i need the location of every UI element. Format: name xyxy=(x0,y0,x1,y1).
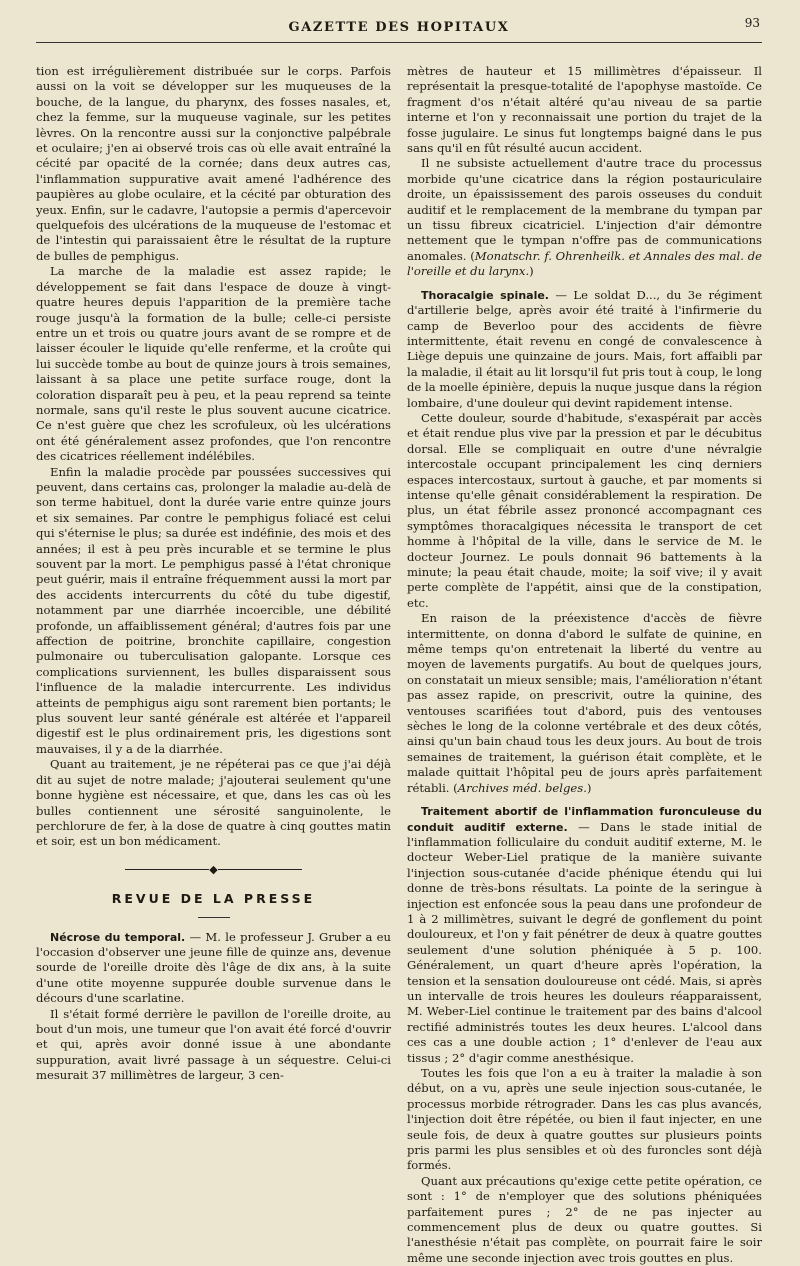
paragraph: Quant aux précautions qu'exige cette petite opération, ce sont : 1° de n'employer que des solutions phéniquées parfaitement pures ; 2° de ne pas injecter au commencement plus de deux ou quatre gouttes. Si l'anesthésie n'était pas complète, on pourrait faire le soir même une seconde injection avec trois gouttes en plus. xyxy=(407,1173,762,1265)
citation: Archives méd. belges. xyxy=(457,780,587,795)
article-paragraph xyxy=(36,930,391,1007)
right-column xyxy=(407,64,762,1266)
article-title: Traitement abortif de l'inflammation furonculeuse du conduit auditif externe. xyxy=(407,805,762,834)
citation: Monatschr. f. Ohrenheilk. et Annales des mal. de l'oreille et du larynx. xyxy=(407,248,762,279)
paragraph: La marche de la maladie est assez rapide; le développement se fait dans l'espace de douze à vingt-quatre heures depuis l'apparition de la première tache rouge jusqu'à la formation de la bulle; celle-ci persiste entre un et trois ou quatre jours avant de se rompre et de laisser écouler le liquide qu'elle renferme, et la croûte qui lui succède tombe au bout de quinze jours à trois semaines, laissant à sa place une petite surface rouge, dont la coloration disparaît peu à peu, et la peau reprend sa teinte normale, sans qu'il reste le plus souvent aucune cicatrice. Ce n'est guère que chez les scrofuleux, où les ulcérations ont été généralement assez profondes, que l'on rencontre des cicatrices réellement indélébiles. xyxy=(36,264,391,464)
paragraph: Cette douleur, sourde d'habitude, s'exaspérait par accès et était rendue plus vive par la pression et par le décubitus dorsal. Elle se compliquait en outre d'une névralgie intercostale occupant principalement les cinq derniers espaces intercostaux, surtout à gauche, et par moments si intense qu'elle gênait considérablement la respiration. De plus, un état fébrile assez prononcé accompagnant ces symptômes thoracalgiques nécessita le transport de cet homme à l'hôpital de la ville, dans le service de M. le docteur Journez. Le pouls donnait 96 battements à la minute; la peau était chaude, moite; la soif vive; il y avait perte complète de l'appétit, ainsi que de la constipation, etc. xyxy=(407,410,762,610)
paragraph: Il s'était formé derrière le pavillon de l'oreille droite, au bout d'un mois, une tumeur que l'on avait été forcé d'ouvrir et qui, après avoir donné issue à une abondante suppuration, avait livré passage à un séquestre. Celui-ci mesurait 37 millimètres de largeur, 3 cen- xyxy=(36,1006,391,1083)
paragraph: Toutes les fois que l'on a eu à traiter la maladie à son début, on a vu, après une seule injection sous-cutanée, le processus morbide rétrograder. Dans les cas plus avancés, l'injection doit être répétée, ou bien il faut injecter, en une seule fois, de deux à quatre gouttes sur plusieurs points pris parmi les plus sensibles et où des furoncles sont déjà formés. xyxy=(407,1066,762,1173)
article-paragraph xyxy=(407,804,762,1066)
ornament-divider: ◆ xyxy=(36,862,391,877)
section-title: REVUE DE LA PRESSE xyxy=(111,891,316,907)
spacer xyxy=(407,796,762,804)
paragraph-text: En raison de la préexistence d'accès de fièvre intermittente, on donna d'abord le sulfate de quinine, en même temps qu'on entretenait la liberté du ventre au moyen de lavements purgatifs. Au bout de quelques jours, on constatait un mieux sensible; mais, l'amélioration n'étant pas assez rapide, on prescrivit, outre la quinine, des ventouses scarifiées tout d'abord, puis des ventouses sèches le long de la colonne vertébrale et des deux côtés, ainsi qu'un bain chaud tous les deux jours. Au bout de trois semaines de traitement, la guérison était complète, et le malade quittait l'hôpital peu de jours après parfaitement rétabli. ( xyxy=(407,611,762,795)
running-title: GAZETTE DES HOPITAUX xyxy=(288,20,510,35)
section-rule xyxy=(198,917,230,918)
citation-close: ) xyxy=(586,780,592,795)
page-number: 93 xyxy=(744,16,760,30)
header-rule xyxy=(36,42,762,43)
spacer xyxy=(407,280,762,288)
article-text: — Dans le stade initial de l'inflammation folliculaire du conduit auditif externe, M. le docteur Weber-Liel pratique de la manière suivante l'injection sous-cutanée d'acide phénique étendu qui lui donne de très-bons résultats. La pointe de la seringue à injection est enfoncée sous la peau dans une profondeur de 1 à 2 millimètres, suivant le degré de gonflement du point douloureux, et l'on y fait pénétrer de deux à quatre gouttes seulement d'une solution phéniquée à 5 p. 100. Généralement, un quart d'heure après l'opération, la tension et la sensation douloureuse ont cédé. Mais, si après un intervalle de trois heures les douleurs réapparaissent, M. Weber-Liel continue le traitement par des bains d'alcool rectifié administrés toutes les deux heures. L'alcool dans ces cas a une double action ; 1° d'enlever de l'eau aux tissus ; 2° d'agir comme anesthésique. xyxy=(407,819,763,1065)
article-text: — Le soldat D..., du 3e régiment d'artillerie belge, après avoir été traité à l'infirmerie du camp de Beverloo pour des accidents de fièvre intermittente, était revenu en congé de convalescence à Liège depuis une quinzaine de jours. Mais, fort affaibli par la maladie, il était au lit lorsqu'il fut pris tout à coup, le long de la moelle épinière, depuis la nuque jusque dans la région lombaire, d'une douleur qui devint rapidement intense. xyxy=(407,287,762,410)
paragraph: Quant au traitement, je ne répéterai pas ce que j'ai déjà dit au sujet de notre malade; j'ajouterai seulement qu'une bonne hygiène est nécessaire, et que, dans les cas où les bulles contiennent une sérosité sanguinolente, le perchlorure de fer, à la dose de quatre à cinq gouttes matin et soir, est un bon médicament. xyxy=(36,757,391,849)
columns xyxy=(36,64,762,1266)
paragraph: Enfin la maladie procède par poussées successives qui peuvent, dans certains cas, prolonger la maladie au-delà de son terme habituel, dont la durée varie entre quinze jours et six semaines. Par contre le pemphigus foliacé est celui qui s'éternise le plus; sa durée est indéfinie, des mois et des années; il est à peu près incurable et se termine le plus souvent par la mort. Le pemphigus passé à l'état chronique peut guérir, mais il entraîne fréquemment aussi la mort par des accidents intercurrents du côté du tube digestif, notamment par une diarrhée incoercible, une débilité profonde, un affaiblissement général; d'autres fois par une affection de poitrine, bronchite capillaire, congestion pulmonaire ou tuberculisation galopante. Lorsque ces complications surviennent, les bulles disparaissent sous l'influence de la maladie intercurrente. Les individus atteints de pemphigus aigu sont rarement bien portants; le plus souvent leur santé générale est altérée et l'appareil digestif est le plus ordinairement pris, les digestions sont mauvaises, il y a de la diarrhée. xyxy=(36,464,391,756)
page-header xyxy=(36,0,762,44)
paragraph: tion est irrégulièrement distribuée sur le corps. Parfois aussi on la voit se développer sur les muqueuses de la bouche, de la langue, du pharynx, des fosses nasales, et, chez la femme, sur la muqueuse vaginale, sur les petites lèvres. On la rencontre aussi sur la conjonctive palpébrale et oculaire; j'en ai observé trois cas où elle avait entraîné la cécité par opacité de la cornée; dans deux autres cas, l'inflammation suppurative avait amené l'adhérence des paupières au globe oculaire, et la cécité par obturation des yeux. Enfin, sur le cadavre, l'autopsie a permis d'apercevoir quelquefois des ulcérations de la muqueuse de l'estomac et de l'intestin qui paraissaient être le résultat de la rupture de bulles de pemphigus. xyxy=(36,64,391,263)
article-title: Thoracalgie spinale. xyxy=(421,288,549,302)
paragraph xyxy=(407,156,762,279)
left-column xyxy=(36,64,391,1266)
article-paragraph xyxy=(407,288,762,411)
paragraph-text: Il ne subsiste actuellement d'autre trace du processus morbide qu'une cicatrice dans la région postauriculaire droite, un épaississement des parois osseuses du conduit auditif et le remplacement de la membrane du tympan par un tissu fibreux cicatriciel. L'injection d'air démontre nettement que le tympan n'offre pas de communications anomales. ( xyxy=(407,156,762,263)
article-text: — M. le professeur J. Gruber a eu l'occasion d'observer une jeune fille de quinze ans, devenue sourde de l'oreille droite dès l'âge de dix ans, à la suite d'une otite moyenne suppurée double survenue dans le décours d'une scarlatine. xyxy=(36,929,392,1006)
paragraph: mètres de hauteur et 15 millimètres d'épaisseur. Il représentait la presque-totalité de l'apophyse mastoïde. Ce fragment d'os n'était altéré qu'au niveau de sa partie interne et l'on y reconnaissait une portion du trajet de la fosse jugulaire. Le sinus fut longtemps baigné dans le pus sans qu'il en fût résulté aucun accident. xyxy=(407,64,762,156)
citation-close: ) xyxy=(529,264,534,279)
article-title: Nécrose du temporal. xyxy=(50,930,186,944)
paragraph xyxy=(407,611,762,796)
